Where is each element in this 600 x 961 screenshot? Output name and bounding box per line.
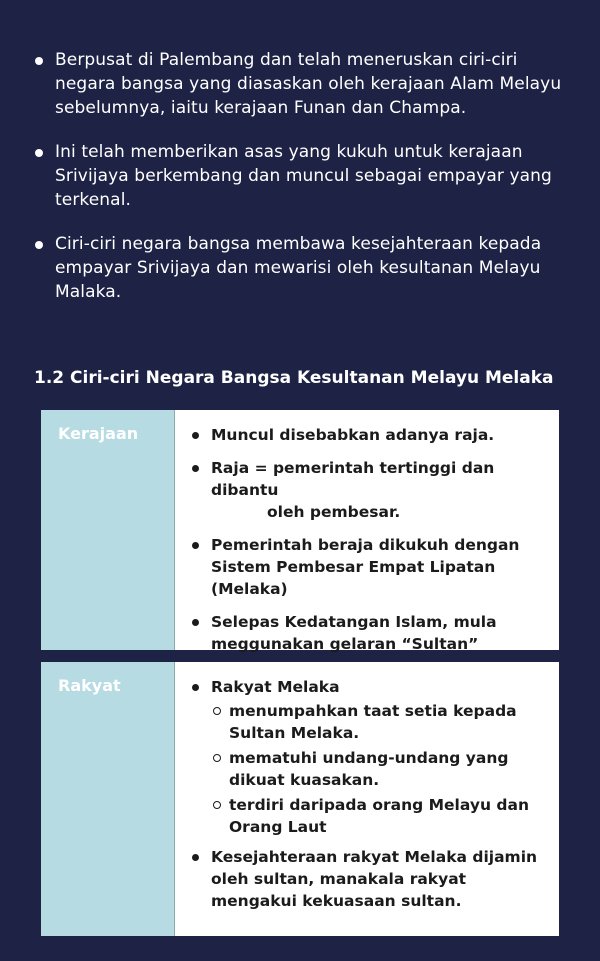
rakyat-subitem bbox=[211, 747, 547, 791]
bullet-ring-icon bbox=[213, 707, 221, 715]
intro-bullet bbox=[34, 140, 574, 212]
rakyat-subitem-text: menumpahkan taat setia kepada Sultan Melaka. bbox=[229, 702, 517, 742]
kerajaan-item-continuation: oleh pembesar. bbox=[267, 503, 401, 521]
rakyat-item bbox=[191, 846, 547, 912]
kerajaan-item-text: Selepas Kedatangan Islam, mula meggunakan gelaran “Sultan” bbox=[211, 613, 497, 653]
rakyat-heading: Rakyat Melaka bbox=[211, 678, 340, 696]
bullet-dot-icon bbox=[192, 542, 199, 549]
intro-bullet bbox=[34, 232, 574, 304]
rakyat-item bbox=[191, 676, 547, 698]
kerajaan-item-text: Pemerintah beraja dikukuh dengan Sistem Pembesar Empat Lipatan (Melaka) bbox=[211, 536, 520, 598]
rakyat-table bbox=[41, 662, 559, 936]
kerajaan-item bbox=[191, 457, 547, 523]
intro-bullet bbox=[34, 48, 574, 120]
bullet-dot-icon bbox=[192, 432, 199, 439]
bullet-ring-icon bbox=[213, 801, 221, 809]
rakyat-subitem bbox=[211, 794, 547, 838]
kerajaan-label: Kerajaan bbox=[41, 410, 175, 650]
kerajaan-table bbox=[41, 410, 559, 653]
rakyat-subitem bbox=[211, 700, 547, 744]
intro-bullet-text: Berpusat di Palembang dan telah meneruskan ciri-ciri negara bangsa yang diasaskan oleh kerajaan Alam Melayu sebelumnya, iaitu kerajaan Funan dan Champa. bbox=[55, 50, 562, 118]
rakyat-subitem-text: mematuhi undang-undang yang dikuat kuasakan. bbox=[229, 749, 509, 789]
rakyat-content bbox=[175, 662, 559, 936]
bullet-ring-icon bbox=[213, 754, 221, 762]
kerajaan-item bbox=[191, 611, 547, 655]
rakyat-sublist bbox=[191, 700, 547, 838]
kerajaan-item bbox=[191, 534, 547, 600]
bullet-dot-icon bbox=[192, 684, 199, 691]
intro-bullet-text: Ini telah memberikan asas yang kukuh untuk kerajaan Srivijaya berkembang dan muncul sebagai empayar yang terkenal. bbox=[55, 142, 552, 210]
kerajaan-item-text: Raja = pemerintah tertinggi dan dibantu bbox=[211, 459, 495, 499]
kerajaan-item bbox=[191, 424, 547, 446]
bullet-dot-icon bbox=[192, 465, 199, 472]
section-title: 1.2 Ciri-ciri Negara Bangsa Kesultanan Melayu Melaka bbox=[34, 368, 554, 388]
kerajaan-content bbox=[175, 410, 559, 653]
intro-bullet-text: Ciri-ciri negara bangsa membawa kesejahteraan kepada empayar Srivijaya dan mewarisi oleh kesultanan Melayu Malaka. bbox=[55, 234, 542, 302]
intro-bullet-list bbox=[34, 48, 574, 324]
bullet-dot-icon bbox=[192, 619, 199, 626]
bullet-dot-icon bbox=[35, 149, 43, 157]
bullet-dot-icon bbox=[35, 241, 43, 249]
rakyat-item-text: Kesejahteraan rakyat Melaka dijamin oleh sultan, manakala rakyat mengakui kekuasaan sultan. bbox=[211, 848, 538, 910]
rakyat-label: Rakyat bbox=[41, 662, 175, 936]
kerajaan-item-text: Muncul disebabkan adanya raja. bbox=[211, 426, 495, 444]
bullet-dot-icon bbox=[35, 57, 43, 65]
rakyat-subitem-text: terdiri daripada orang Melayu dan Orang Laut bbox=[229, 796, 529, 836]
bullet-dot-icon bbox=[192, 854, 199, 861]
